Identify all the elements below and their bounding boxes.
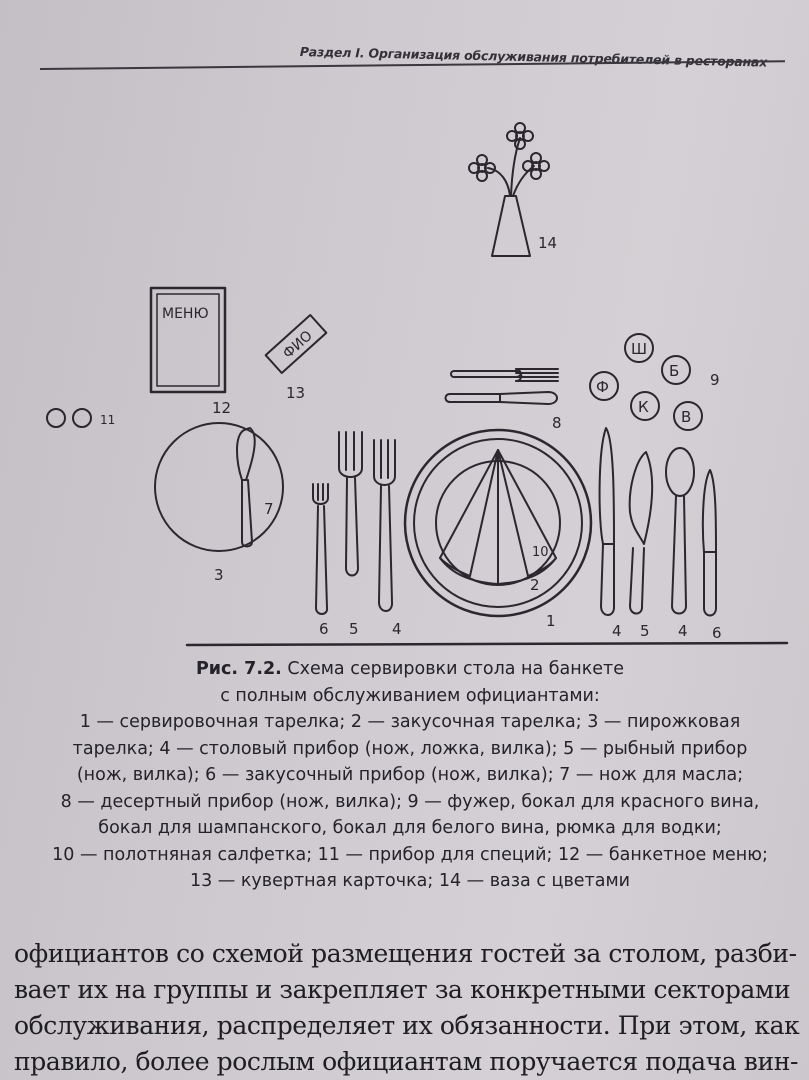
label-10: 10 — [532, 545, 549, 560]
label-11: 11 — [100, 413, 116, 427]
table-knife — [600, 428, 614, 615]
body-line: вает их на группы и закрепляет за конкретными секторами — [14, 975, 791, 1004]
fish-knife — [630, 452, 653, 614]
label-3: 3 — [214, 566, 224, 584]
caption-line: 8 — десертный прибор (нож, вилка); 9 — фужер, бокал для красного вина, — [60, 791, 760, 812]
caption-line: (нож, вилка); 6 — закусочный прибор (нож, вилка); 7 — нож для масла; — [76, 765, 744, 785]
table-fork — [374, 440, 395, 611]
glass-label-1: Ш — [631, 340, 648, 358]
snack-knife — [703, 470, 716, 616]
label-9: 9 — [710, 371, 720, 389]
label-4-left: 4 — [392, 620, 402, 638]
caption-line: с полным обслуживанием официантами: — [220, 685, 600, 706]
body-line: обслуживания, распределяет их обязанности. При этом, как — [14, 1011, 800, 1040]
glasses-group — [590, 334, 720, 430]
snack-fork — [313, 484, 328, 614]
spice-set — [47, 409, 115, 427]
body-line: официантов со схемой размещения гостей за столом, разби- — [14, 939, 797, 968]
dessert-cutlery — [446, 369, 562, 432]
place-card-text: ФИО — [280, 327, 316, 363]
label-6-left: 6 — [319, 620, 329, 638]
label-5-left: 5 — [349, 620, 359, 638]
label-5-right: 5 — [640, 622, 650, 640]
banquet-menu — [151, 288, 231, 417]
menu-card-text: МЕНЮ — [162, 306, 209, 322]
caption-line: тарелка; 4 — столовый прибор (нож, ложка, вилка); 5 — рыбный прибор — [72, 738, 748, 759]
table-spoon — [666, 448, 694, 614]
caption-line: бокал для шампанского, бокал для белого вина, рюмка для водки; — [98, 818, 722, 838]
fish-fork — [339, 432, 362, 576]
label-1: 1 — [546, 612, 556, 630]
bread-plate — [155, 423, 283, 584]
label-4-right-a: 4 — [612, 622, 622, 640]
flower-right — [523, 153, 549, 179]
left-forks — [313, 432, 402, 638]
body-line: правило, более рослым официантам поручается подача вин- — [14, 1047, 799, 1076]
figure-caption — [30, 656, 790, 895]
label-7: 7 — [264, 500, 274, 518]
label-6-right: 6 — [712, 624, 722, 642]
caption-figure-number: Рис. 7.2. — [195, 659, 282, 679]
caption-line: 10 — полотняная салфетка; 11 — прибор для специй; 12 — банкетное меню; — [52, 844, 768, 865]
label-14: 14 — [538, 234, 558, 252]
running-header: Раздел I. Организация обслуживания потребителей в ресторанах — [299, 44, 768, 70]
glass-label-3: Ф — [596, 378, 609, 396]
label-12: 12 — [212, 399, 232, 417]
label-4-right-b: 4 — [678, 622, 688, 640]
label-8: 8 — [552, 414, 562, 432]
caption-line: 13 — кувертная карточка; 14 — ваза с цветами — [189, 871, 631, 891]
table-edge-line — [187, 643, 787, 645]
service-plate — [405, 430, 591, 630]
label-13: 13 — [286, 384, 306, 402]
body-paragraph — [14, 936, 804, 1080]
table-setting-figure — [0, 100, 809, 650]
caption-title: Схема сервировки стола на банкете — [281, 659, 625, 679]
right-cutlery — [600, 428, 722, 642]
caption-title-line — [30, 656, 790, 683]
glass-label-5: В — [681, 408, 692, 426]
napkin — [440, 450, 556, 584]
flower-top — [507, 123, 533, 149]
caption-line: 1 — сервировочная тарелка; 2 — закусочная тарелка; 3 — пирожковая — [79, 712, 741, 732]
glass-label-2: Б — [669, 362, 680, 380]
vase-with-flowers — [469, 123, 557, 256]
label-2: 2 — [530, 576, 540, 594]
glass-label-4: К — [638, 398, 649, 416]
place-card — [266, 315, 327, 402]
